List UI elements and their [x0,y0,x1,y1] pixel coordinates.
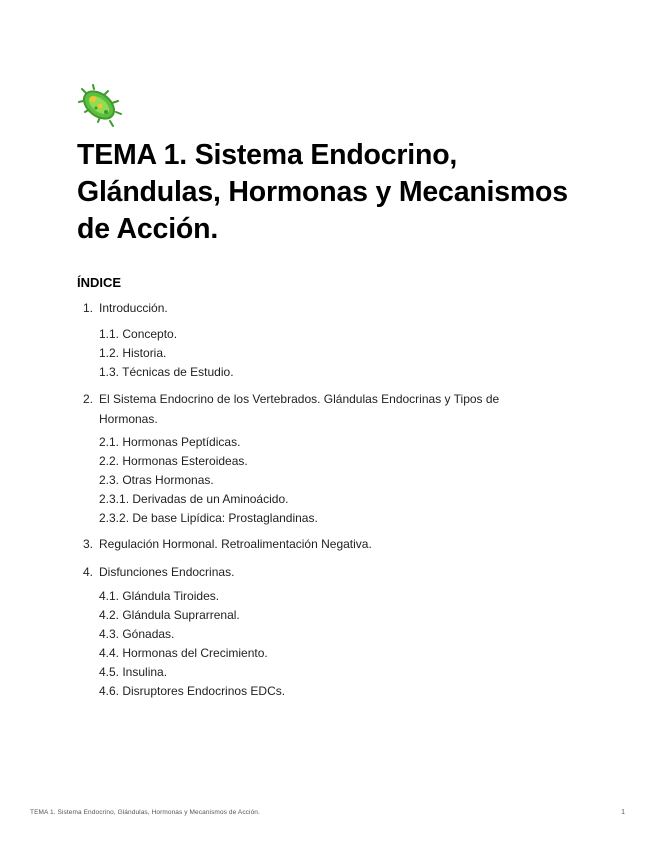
toc-subitem: 4.1. Glándula Tiroides. [99,589,220,603]
toc-subitem: 4.2. Glándula Suprarrenal. [99,608,240,622]
toc-subitem: 2.3. Otras Hormonas. [99,473,214,487]
toc-subitem: 2.3.1. Derivadas de un Aminoácido. [99,492,289,506]
toc-subitem: 4.6. Disruptores Endocrinos EDCs. [99,684,286,698]
toc-subitem: 4.5. Insulina. [99,665,168,679]
toc-subitem: 1.3. Técnicas de Estudio. [99,365,234,379]
toc-subitem: 2.3.2. De base Lipídica: Prostaglandinas. [99,511,318,525]
footer-title: TEMA 1. Sistema Endocrino, Glándulas, Hormonas y Mecanismos de Acción. [30,809,260,816]
toc-subitem: 2.1. Hormonas Peptídicas. [99,435,241,449]
toc-heading: ÍNDICE [77,275,122,290]
page-number: 1 [621,809,625,816]
toc-subitem: 4.4. Hormonas del Crecimiento. [99,646,268,660]
page-title: TEMA 1. Sistema Endocrino, Glándulas, Hormonas y Mecanismos de Acción. [77,139,568,245]
toc-subitem: 4.3. Gónadas. [99,627,175,641]
toc-subitem: 1.2. Historia. [99,346,167,360]
toc-subitem: 1.1. Concepto. [99,327,178,341]
microbe-icon [78,84,124,128]
toc-subitem: 2.2. Hormonas Esteroideas. [99,454,248,468]
